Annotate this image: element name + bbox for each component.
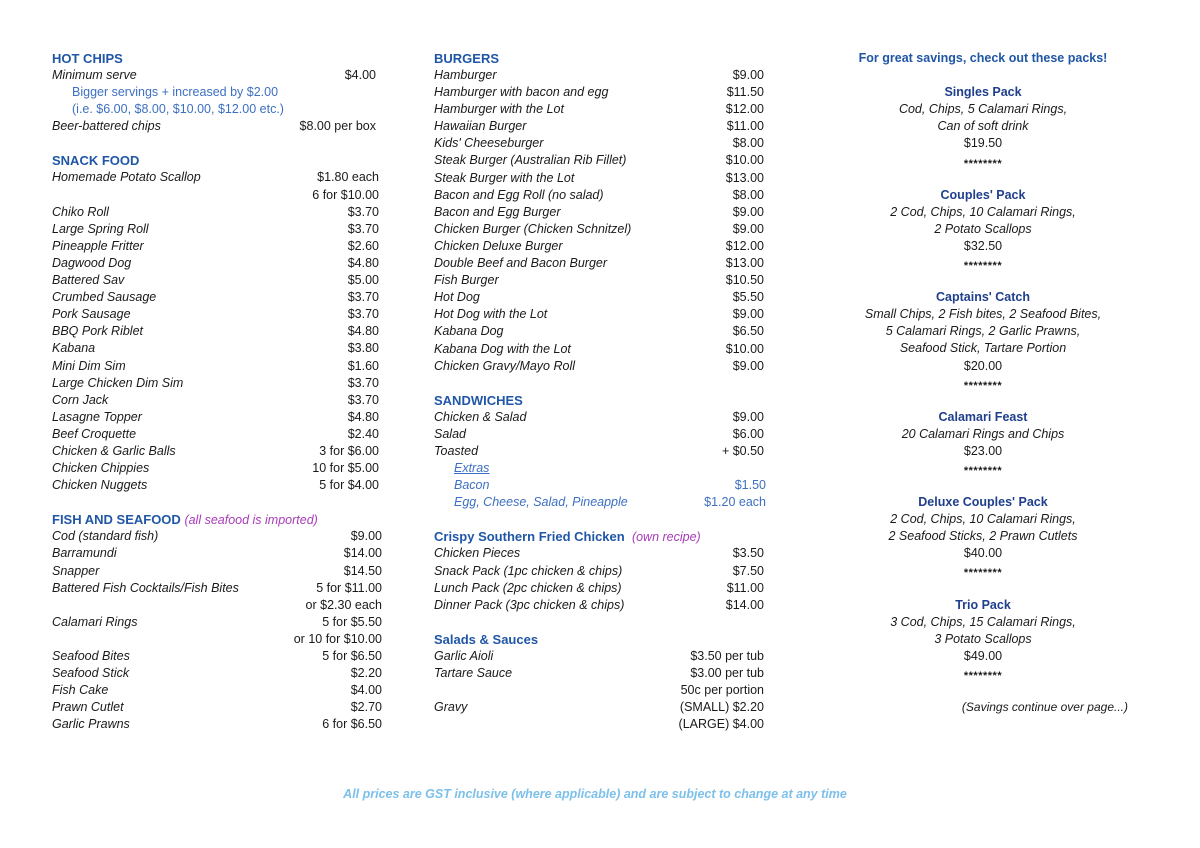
item-name: Bacon and Egg Burger <box>434 204 561 219</box>
menu-item <box>52 580 382 597</box>
menu-item <box>434 665 766 682</box>
item-name: Egg, Cheese, Salad, Pineapple <box>454 495 628 510</box>
sandwich-list <box>434 409 766 460</box>
item-price: (LARGE) $4.00 <box>678 717 764 732</box>
item-name: Large Chicken Dim Sim <box>52 375 184 390</box>
seafood-note: (all seafood is imported) <box>184 513 318 528</box>
pack-name: Couples' Pack <box>940 187 1026 202</box>
item-price: $3.70 <box>347 375 379 390</box>
item-name: Lasagne Topper <box>52 409 142 424</box>
extras-label: Extras <box>454 461 490 476</box>
item-price: $8.00 <box>732 136 764 151</box>
menu-item <box>434 289 766 306</box>
pack-contents: Cod, Chips, 5 Calamari Rings, <box>898 102 1068 117</box>
item-price: $11.50 <box>726 85 764 100</box>
item-price: $9.00 <box>732 358 764 373</box>
menu-item <box>434 358 766 375</box>
item-price: or $2.30 each <box>305 597 382 612</box>
burger-list <box>434 67 766 375</box>
menu-item <box>52 716 382 733</box>
menu-item <box>52 204 382 221</box>
menu-item <box>52 665 382 682</box>
menu-item <box>52 460 382 477</box>
menu-item <box>434 545 766 562</box>
menu-item <box>52 545 382 562</box>
item-price: 5 for $6.50 <box>322 649 382 663</box>
item-name: Battered Sav <box>52 273 125 288</box>
pack-price: $40.00 <box>963 546 1003 561</box>
pack-contents: 2 Cod, Chips, 10 Calamari Rings, <box>890 512 1076 527</box>
item-name: Barramundi <box>52 546 117 561</box>
menu-item <box>52 682 382 699</box>
menu-item <box>434 699 766 716</box>
pack-separator: ******** <box>963 669 1003 682</box>
item-name: Chicken Deluxe Burger <box>434 238 563 253</box>
menu-column-left <box>52 50 382 733</box>
item-name: Hamburger <box>434 68 497 82</box>
item-name: Garlic Aioli <box>434 648 494 663</box>
item-name: Corn Jack <box>52 392 109 407</box>
item-name: Minimum serve <box>52 68 137 82</box>
pack-contents: Small Chips, 2 Fish bites, 2 Seafood Bites, <box>864 307 1102 322</box>
item-price: $4.80 <box>347 324 379 339</box>
item-price: $4.00 <box>350 683 382 698</box>
pack-separator: ******** <box>963 567 1003 580</box>
seafood-list <box>52 528 382 733</box>
pack-contents: Seafood Stick, Tartare Portion <box>899 341 1067 356</box>
pack-contents: 20 Calamari Rings and Chips <box>901 426 1065 441</box>
item-price: 3 for $6.00 <box>319 443 379 458</box>
item-name: Kabana Dog <box>434 324 504 339</box>
item-name: Fish Cake <box>52 683 109 698</box>
item-name: Bacon <box>454 478 490 493</box>
item-name: Hamburger with the Lot <box>434 102 564 117</box>
packs-intro: For great savings, check out these packs! <box>858 51 1108 65</box>
item-name: BBQ Pork Riblet <box>52 324 144 339</box>
item-price: 6 for $10.00 <box>312 187 379 202</box>
item-price: $7.50 <box>732 563 764 578</box>
item-name: Pineapple Fritter <box>52 238 144 253</box>
packs-continue-note: (Savings continue over page...) <box>961 700 1128 714</box>
item-price: $3.70 <box>347 307 379 322</box>
item-name: Cod (standard fish) <box>52 529 159 544</box>
item-name: Chicken & Salad <box>434 409 527 424</box>
item-price: $12.00 <box>725 238 764 253</box>
menu-item <box>52 426 382 443</box>
section-title-sauces: Salads & Sauces <box>434 631 539 647</box>
item-name: Chicken Chippies <box>52 461 150 476</box>
menu-column-middle <box>434 50 766 733</box>
item-name: Hot Dog <box>434 290 480 305</box>
packs-list <box>838 84 1128 699</box>
menu-item <box>434 238 766 255</box>
section-title-sandwiches: SANDWICHES <box>434 392 523 408</box>
menu-item <box>52 306 382 323</box>
menu-item <box>434 409 766 426</box>
menu-item <box>52 392 382 409</box>
menu-item <box>52 289 382 306</box>
item-price: $9.00 <box>732 307 764 322</box>
item-name: Bacon and Egg Roll (no salad) <box>434 187 604 202</box>
item-price: 50c per portion <box>680 683 764 698</box>
item-price: $3.70 <box>347 290 379 305</box>
item-name: Dagwood Dog <box>52 255 132 270</box>
item-name: Tartare Sauce <box>434 666 513 680</box>
menu-item <box>52 648 382 665</box>
pack-contents: 3 Cod, Chips, 15 Calamari Rings, <box>890 614 1076 629</box>
menu-item <box>434 341 766 358</box>
chicken-note: (own recipe) <box>631 530 701 545</box>
item-name: Chicken Pieces <box>434 546 521 561</box>
item-price: 5 for $5.50 <box>322 614 382 629</box>
item-name: Salad <box>434 426 466 441</box>
item-name: Dinner Pack (3pc chicken & chips) <box>434 597 625 612</box>
item-price: $2.40 <box>347 426 379 441</box>
pack-name: Calamari Feast <box>938 409 1028 424</box>
item-price: $10.50 <box>725 273 764 288</box>
item-price: $13.00 <box>725 170 764 185</box>
item-price: $3.70 <box>347 204 379 219</box>
menu-item <box>52 597 382 614</box>
menu-item <box>434 204 766 221</box>
pack-name: Singles Pack <box>944 85 1022 100</box>
item-price: 10 for $5.00 <box>312 461 379 476</box>
item-name: Beef Croquette <box>52 426 137 441</box>
item-name: Kabana <box>52 341 96 356</box>
menu-item <box>434 306 766 323</box>
menu-item <box>434 84 766 101</box>
menu-item <box>434 170 766 187</box>
item-price: $6.00 <box>732 426 764 441</box>
item-price: $14.50 <box>343 563 382 578</box>
item-price: $1.60 <box>347 358 379 373</box>
item-price: $5.00 <box>347 273 379 288</box>
pack-separator: ******** <box>963 464 1003 477</box>
item-name: Garlic Prawns <box>52 717 130 732</box>
menu-item <box>434 323 766 340</box>
menu-item <box>52 477 382 494</box>
item-price: $14.00 <box>343 546 382 561</box>
menu-item <box>52 614 382 631</box>
menu-item <box>52 631 382 648</box>
pack-contents: 3 Potato Scallops <box>934 631 1032 646</box>
section-title-snack-food: SNACK FOOD <box>52 153 140 169</box>
item-price: $3.50 per tub <box>690 648 764 663</box>
item-price: 5 for $11.00 <box>316 580 382 595</box>
item-price: $12.00 <box>725 102 764 117</box>
item-name: Gravy <box>434 700 468 715</box>
item-name: Chiko Roll <box>52 204 109 219</box>
item-price: $1.20 each <box>704 495 766 510</box>
item-price: $1.50 <box>734 478 766 493</box>
item-price: $11.00 <box>726 580 764 595</box>
section-title-hot-chips: HOT CHIPS <box>52 51 123 66</box>
menu-item <box>52 563 382 580</box>
item-name: Pork Sausage <box>52 307 131 322</box>
item-price: $13.00 <box>725 256 764 271</box>
item-name: Crumbed Sausage <box>52 290 157 305</box>
menu-item <box>434 101 766 118</box>
menu-item <box>434 597 766 614</box>
item-name: Hamburger with bacon and egg <box>434 85 609 100</box>
menu-item <box>434 118 766 135</box>
menu-item <box>434 477 766 494</box>
item-name: Chicken & Garlic Balls <box>52 443 176 458</box>
item-name: Steak Burger (Australian Rib Fillet) <box>434 153 627 168</box>
item-name: Chicken Nuggets <box>52 478 148 493</box>
footer-disclaimer: All prices are GST inclusive (where applicable) and are subject to change at any time <box>343 787 847 801</box>
item-price: $2.60 <box>347 238 379 253</box>
pack-contents: 2 Seafood Sticks, 2 Prawn Cutlets <box>888 529 1078 544</box>
item-name: Kabana Dog with the Lot <box>434 341 571 356</box>
item-name: Lunch Pack (2pc chicken & chips) <box>434 580 622 595</box>
pack-block <box>838 289 1128 409</box>
pack-separator: ******** <box>963 379 1003 392</box>
item-price: $14.00 <box>725 597 764 612</box>
item-name: Chicken Gravy/Mayo Roll <box>434 358 576 373</box>
item-price: $9.00 <box>732 221 764 236</box>
item-name: Beer-battered chips <box>52 119 161 134</box>
item-price: $3.50 <box>732 546 764 561</box>
item-price: $4.00 <box>344 68 376 82</box>
item-price: $2.70 <box>350 700 382 715</box>
menu-item <box>434 443 766 460</box>
item-name: Prawn Cutlet <box>52 700 124 715</box>
item-name: Toasted <box>434 443 479 458</box>
item-name: Calamari Rings <box>52 614 138 629</box>
item-price: 5 for $4.00 <box>319 478 379 493</box>
menu-item <box>52 340 382 357</box>
item-name: Battered Fish Cocktails/Fish Bites <box>52 580 239 595</box>
menu-item <box>52 699 382 716</box>
menu-item <box>434 716 766 733</box>
item-name: Kids' Cheeseburger <box>434 136 544 151</box>
pack-contents: 2 Cod, Chips, 10 Calamari Rings, <box>890 204 1076 219</box>
pack-name: Trio Pack <box>955 597 1011 612</box>
menu-item <box>434 580 766 597</box>
pack-block <box>838 597 1128 699</box>
pack-block <box>838 409 1128 494</box>
pack-name: Captains' Catch <box>936 290 1030 305</box>
item-price: (SMALL) $2.20 <box>679 700 764 715</box>
menu-item <box>434 682 766 699</box>
pack-block <box>838 187 1128 289</box>
menu-item <box>52 323 382 340</box>
menu-item <box>52 118 382 135</box>
snack-food-list <box>52 204 382 495</box>
item-price: $3.70 <box>347 392 379 407</box>
section-title-burgers: BURGERS <box>434 51 500 66</box>
item-price: $8.00 per box <box>299 119 376 134</box>
item-price: + $0.50 <box>721 443 764 458</box>
item-name: Mini Dim Sim <box>52 358 126 373</box>
pack-contents: 2 Potato Scallops <box>934 221 1032 236</box>
menu-item <box>434 648 766 665</box>
menu-item <box>52 169 382 186</box>
pack-price: $20.00 <box>963 358 1003 373</box>
pack-separator: ******** <box>963 260 1003 273</box>
item-price: $9.00 <box>350 529 382 544</box>
sauce-list <box>434 648 766 733</box>
pack-price: $19.50 <box>963 136 1003 151</box>
pack-contents: 5 Calamari Rings, 2 Garlic Prawns, <box>885 324 1081 339</box>
pack-price: $49.00 <box>963 648 1003 663</box>
menu-item <box>434 494 766 511</box>
item-price: $3.70 <box>347 221 379 236</box>
item-name: Fish Burger <box>434 273 499 288</box>
pack-block <box>838 84 1128 186</box>
item-price: $4.80 <box>347 255 379 270</box>
item-price: $9.00 <box>732 204 764 219</box>
item-name: Seafood Bites <box>52 649 130 663</box>
menu-item <box>434 221 766 238</box>
menu-item <box>434 67 766 84</box>
item-name: Steak Burger with the Lot <box>434 170 575 185</box>
item-price: $2.20 <box>350 666 382 681</box>
item-price: $10.00 <box>725 153 764 168</box>
pack-name: Deluxe Couples' Pack <box>918 495 1048 510</box>
menu-item <box>52 238 382 255</box>
section-title-text: Crispy Southern Fried Chicken <box>434 529 625 545</box>
menu-item-price-alt <box>52 187 382 204</box>
item-name: Snapper <box>52 563 100 578</box>
item-price: 6 for $6.50 <box>322 717 382 732</box>
menu-item <box>52 409 382 426</box>
menu-item <box>52 67 382 84</box>
item-price: $3.00 per tub <box>690 666 764 680</box>
menu-item <box>434 563 766 580</box>
menu-item <box>52 528 382 545</box>
item-price: $9.00 <box>732 409 764 424</box>
item-price: $10.00 <box>725 341 764 356</box>
item-name: Hawaiian Burger <box>434 119 527 134</box>
menu-item <box>434 187 766 204</box>
item-price: $3.80 <box>347 341 379 356</box>
section-title-seafood <box>52 511 382 528</box>
menu-item <box>52 255 382 272</box>
item-price: or 10 for $10.00 <box>293 631 382 646</box>
item-name: Snack Pack (1pc chicken & chips) <box>434 563 623 578</box>
item-name: Large Spring Roll <box>52 221 149 236</box>
menu-item <box>434 135 766 152</box>
item-name: Double Beef and Bacon Burger <box>434 256 608 271</box>
section-title-chicken <box>434 528 766 545</box>
menu-item <box>434 426 766 443</box>
menu-item <box>52 443 382 460</box>
pack-price: $23.00 <box>963 443 1003 458</box>
item-name: Hot Dog with the Lot <box>434 307 548 322</box>
item-price: $6.50 <box>732 324 764 339</box>
packs-column <box>838 50 1128 716</box>
chips-note: Bigger servings + increased by $2.00 <box>72 85 279 100</box>
item-name: Chicken Burger (Chicken Schnitzel) <box>434 221 632 236</box>
item-price: $5.50 <box>732 290 764 305</box>
menu-item <box>52 221 382 238</box>
pack-block <box>838 494 1128 596</box>
chicken-list <box>434 545 766 613</box>
menu-item <box>52 272 382 289</box>
menu-item <box>434 272 766 289</box>
menu-item <box>52 358 382 375</box>
pack-contents: Can of soft drink <box>937 119 1029 134</box>
pack-price: $32.50 <box>963 238 1003 253</box>
item-price: $8.00 <box>732 187 764 202</box>
pack-separator: ******** <box>963 157 1003 170</box>
item-name: Homemade Potato Scallop <box>52 170 201 185</box>
item-price: $4.80 <box>347 409 379 424</box>
item-price: $11.00 <box>726 119 764 134</box>
item-price: $9.00 <box>732 68 764 82</box>
section-title-text: FISH AND SEAFOOD <box>52 512 181 528</box>
menu-item <box>434 255 766 272</box>
menu-item <box>434 152 766 169</box>
chips-note-example: (i.e. $6.00, $8.00, $10.00, $12.00 etc.) <box>72 102 284 117</box>
item-name: Seafood Stick <box>52 666 130 681</box>
item-price: $1.80 each <box>317 170 379 185</box>
menu-item <box>52 375 382 392</box>
